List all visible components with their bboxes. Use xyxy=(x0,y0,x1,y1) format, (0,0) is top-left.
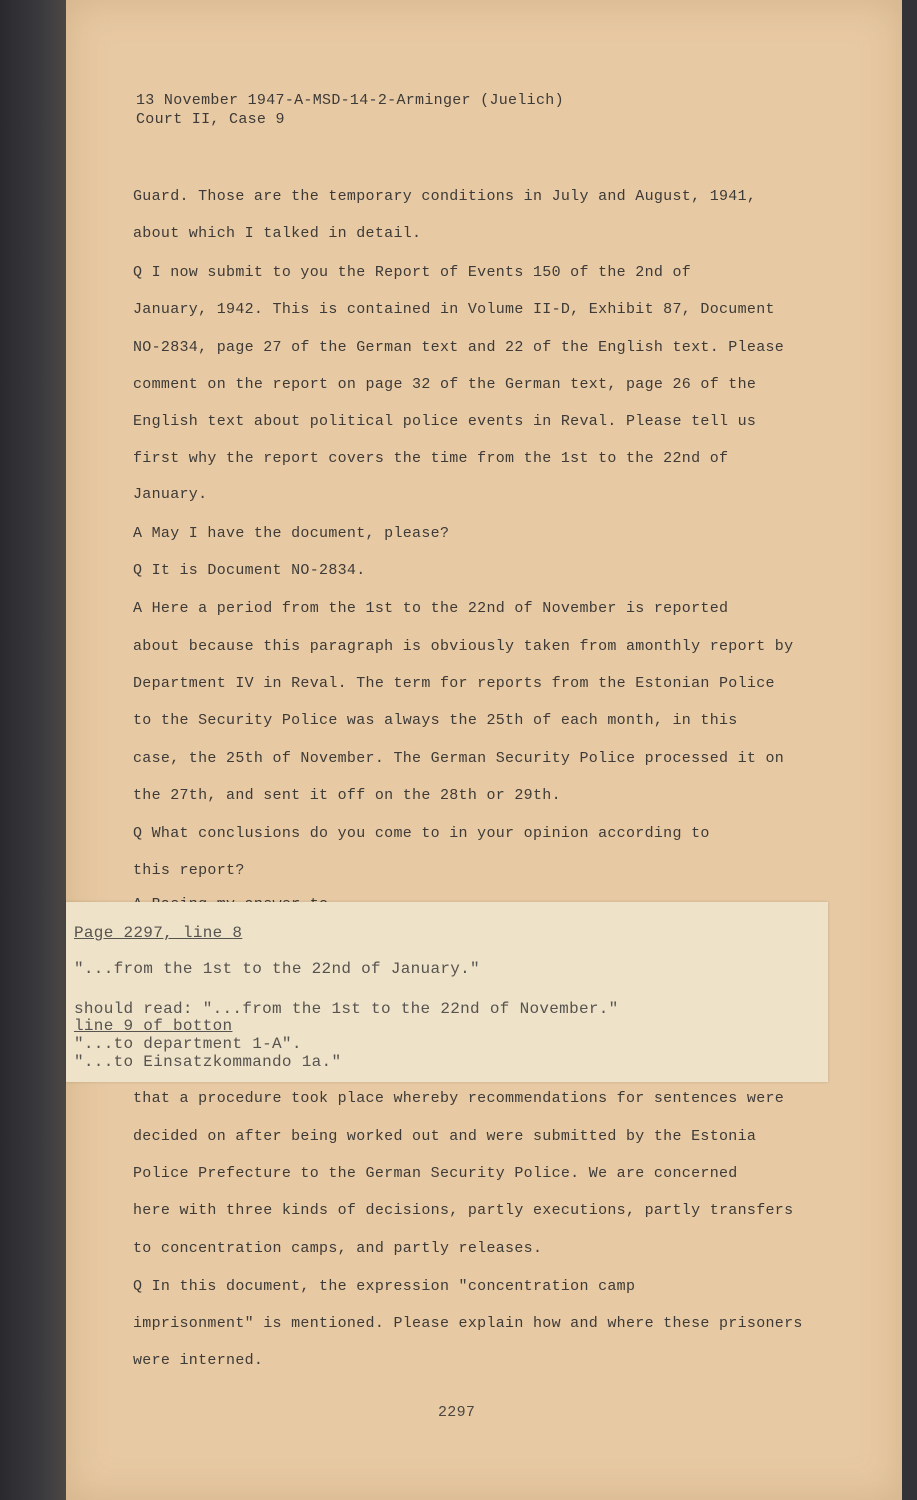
page-number: 2297 xyxy=(438,1404,476,1421)
body-line: to concentration camps, and partly releases. xyxy=(133,1240,543,1257)
errata-slip xyxy=(66,902,828,1082)
header-court-line: Court II, Case 9 xyxy=(136,111,285,128)
errata-reference: Page 2297, line 8 xyxy=(74,924,243,942)
errata-reference-2: line 9 of botton xyxy=(74,1017,233,1035)
header-date-line: 13 November 1947-A-MSD-14-2-Arminger (Juelich) xyxy=(136,92,564,109)
body-line: this report? xyxy=(133,862,245,879)
body-line: here with three kinds of decisions, partly executions, partly transfers xyxy=(133,1202,794,1219)
body-line: case, the 25th of November. The German Security Police processed it on xyxy=(133,750,785,767)
scan-left-edge xyxy=(0,0,66,1500)
body-line: Q In this document, the expression "concentration camp xyxy=(133,1278,636,1295)
body-line: Department IV in Reval. The term for reports from the Estonian Police xyxy=(133,675,775,692)
body-line: Q What conclusions do you come to in your opinion according to xyxy=(133,825,710,842)
document-header xyxy=(136,92,564,130)
body-line: decided on after being worked out and were submitted by the Estonia xyxy=(133,1128,757,1145)
body-line: were interned. xyxy=(133,1352,264,1369)
body-line: the 27th, and sent it off on the 28th or 29th. xyxy=(133,787,561,804)
body-line: first why the report covers the time from the 1st to the 22nd of xyxy=(133,450,729,467)
body-line: Q I now submit to you the Report of Events 150 of the 2nd of xyxy=(133,264,692,281)
body-line: English text about political police events in Reval. Please tell us xyxy=(133,413,757,430)
body-line: about which I talked in detail. xyxy=(133,225,422,242)
scan-right-edge xyxy=(902,0,917,1500)
body-line: Q It is Document NO-2834. xyxy=(133,562,366,579)
errata-original-text: "...from the 1st to the 22nd of January." xyxy=(74,960,480,978)
body-line: Police Prefecture to the German Security Police. We are concerned xyxy=(133,1165,738,1182)
errata-correction: should read: "...from the 1st to the 22nd of November." xyxy=(74,1000,619,1018)
body-line: A Here a period from the 1st to the 22nd of November is reported xyxy=(133,600,729,617)
errata-original-text-2: "...to department 1-A". xyxy=(74,1035,302,1053)
body-line: about because this paragraph is obviously taken from amonthly report by xyxy=(133,638,794,655)
body-line: A May I have the document, please? xyxy=(133,525,450,542)
body-line: to the Security Police was always the 25th of each month, in this xyxy=(133,712,738,729)
body-line: imprisonment" is mentioned. Please explain how and where these prisoners xyxy=(133,1315,803,1332)
errata-correction-2: "...to Einsatzkommando 1a." xyxy=(74,1053,342,1071)
body-line: January. xyxy=(133,486,208,503)
body-line: Guard. Those are the temporary conditions in July and August, 1941, xyxy=(133,188,757,205)
body-line: that a procedure took place whereby recommendations for sentences were xyxy=(133,1090,785,1107)
body-line: NO-2834, page 27 of the German text and 22 of the English text. Please xyxy=(133,339,785,356)
body-line: comment on the report on page 32 of the German text, page 26 of the xyxy=(133,376,757,393)
body-line: January, 1942. This is contained in Volume II-D, Exhibit 87, Document xyxy=(133,301,775,318)
